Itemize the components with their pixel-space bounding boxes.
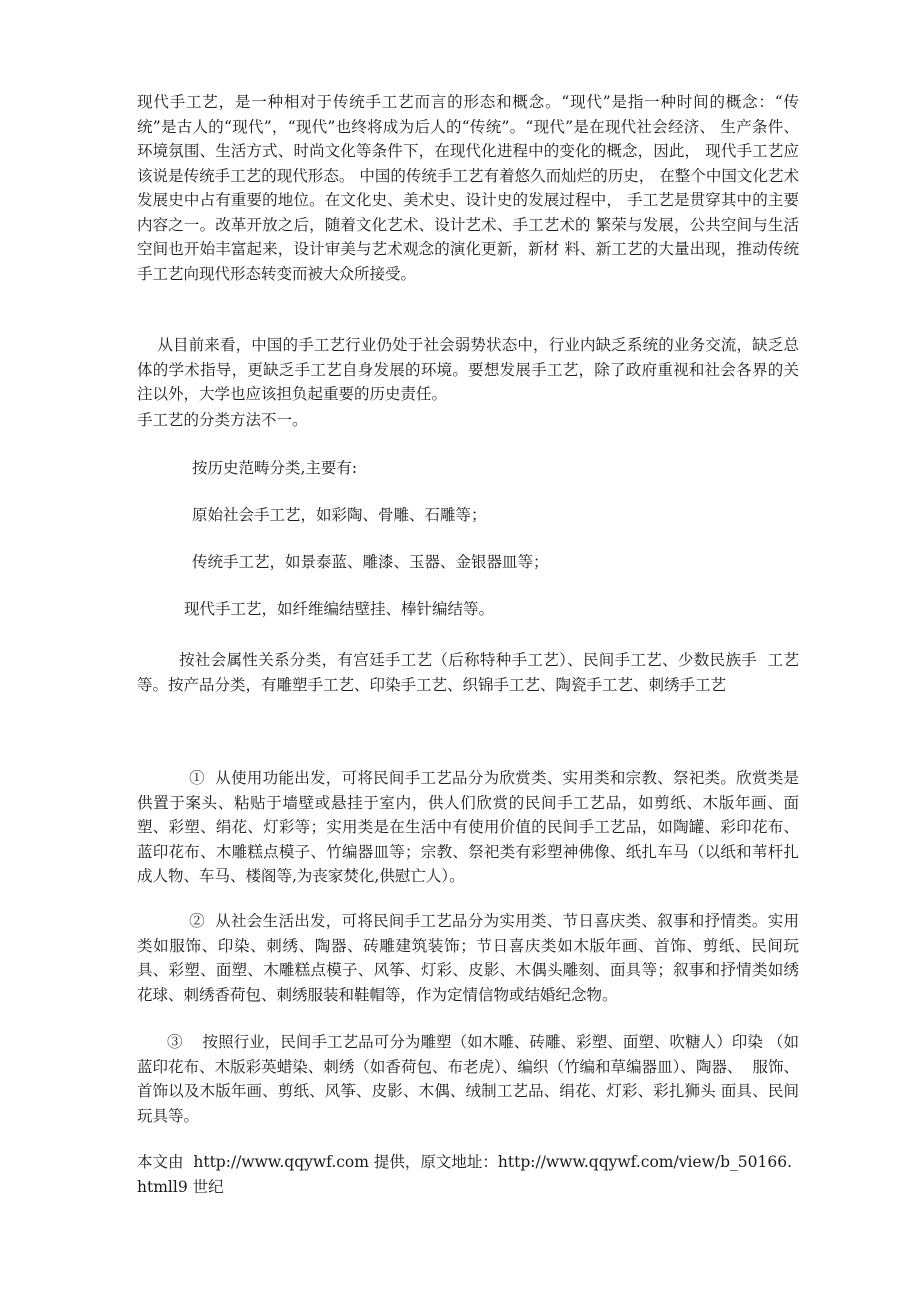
item-social-life: ② 从社会生活出发，可将民间手工艺品分为实用类、节日喜庆类、叙事和抒情类。实用类如服饰、印染、刺绣、陶器、砖雕建筑装饰；节日喜庆类如木版年画、首饰、剪纸、民间玩具、彩塑、面塑、木雕糕点模子、风筝、灯彩、皮影、木偶头雕刻、面具等；叙事和抒情类如绣花球、刺绣香荷包、刺绣服装和鞋帽等，作为定情信物或结婚纪念物。 — [137, 912, 799, 1004]
paragraph-social-attribute: 按社会属性关系分类，有宫廷手工艺（后称特种手工艺）、民间手工艺、少数民族手 工艺等。按产品分类，有雕塑手工艺、印染手工艺、织锦手工艺、陶瓷手工艺、刺绣手工艺 — [137, 651, 799, 694]
history-item-primitive: 原始社会手工艺，如彩陶、骨雕、石雕等； — [192, 506, 487, 524]
paragraph-classification: 手工艺的分类方法不一。 — [137, 411, 308, 429]
item-function: ① 从使用功能出发，可将民间手工艺品分为欣赏类、实用类和宗教、祭祀类。欣赏类是供置于案头、粘贴于墙壁或悬挂于室内，供人们欣赏的民间手工艺品，如剪纸、木版年画、面塑、彩塑、绢花、灯彩等；实用类是在生活中有使用价值的民间手工艺品，如陶罐、彩印花布、蓝印花布、木雕糕点模子、竹编器皿等；宗教、祭祀类有彩塑神佛像、纸扎车马（以纸和苇杆扎成人物、车马、楼阁等,为丧家焚化,供慰亡人）。 — [137, 769, 799, 885]
paragraph-status: 从目前来看，中国的手工艺行业仍处于社会弱势状态中，行业内缺乏系统的业务交流，缺乏总体的学术指导，更缺乏手工艺自身发展的环境。要想发展手工艺，除了政府重视和社会各界的关注以外，大学也应该担负起重要的历史责任。 — [137, 336, 799, 403]
source-line: 本文由 http://www.qqywf.com 提供，原文地址：http://www.qqywf.com/view/b_50166.htmll9 世纪 — [137, 1153, 793, 1196]
history-item-modern: 现代手工艺，如纤维编结壁挂、棒针编结等。 — [184, 600, 495, 618]
item-industry: ③ 按照行业，民间手工艺品可分为雕塑（如木雕、砖雕、彩塑、面塑、吹糖人）印染 （如蓝印花布、木版彩英蜡染、刺绣（如香荷包、布老虎）、编织（竹编和草编器皿）、陶器、 服饰、首饰以及木版年画、剪纸、风筝、皮影、木偶、绒制工艺品、绢花、灯彩、彩扎狮头 面具、民间玩具等。 — [137, 1033, 799, 1125]
history-heading: 按历史范畴分类,主要有: — [192, 459, 358, 477]
history-item-traditional: 传统手工艺，如景泰蓝、雕漆、玉器、金银器皿等； — [192, 553, 549, 571]
paragraph-intro: 现代手工艺，是一种相对于传统手工艺而言的形态和概念。“现代”是指一种时间的概念：“传统”是古人的“现代”，“现代”也终将成为后人的“传统”。“现代”是在现代社会经济、 生产条件、环境氛围、生活方式、时尚文化等条件下，在现代化进程中的变化的概念，因此， 现代手工艺应该说是传统手工艺的现代形态。 中国的传统手工艺有着悠久而灿烂的历史， 在整个中国文化艺术发展史中占有重要的地位。在文化史、美术史、设计史的发展过程中， 手工艺是贯穿其中的主要内容之一。改革开放之后，随着文化艺术、设计艺术、手工艺术的 繁荣与发展，公共空间与生活空间也开始丰富起来，设计审美与艺术观念的演化更新，新材 料、新工艺的大量出现，推动传统手工艺向现代形态转变而被大众所接受。 — [137, 93, 799, 283]
